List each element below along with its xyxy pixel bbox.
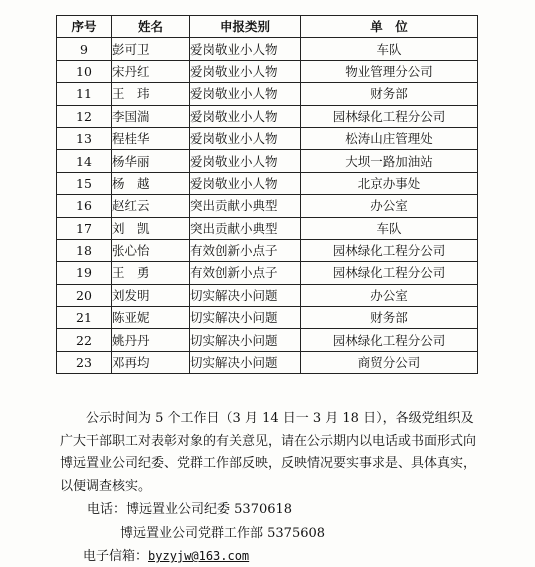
- award-nominee-table: [56, 15, 478, 374]
- cell-type: 爱岗敬业小人物: [190, 150, 301, 172]
- table-row: [57, 262, 478, 284]
- table-body: [57, 38, 478, 374]
- cell-type: 突出贡献小典型: [190, 217, 301, 239]
- cell-no: 10: [57, 60, 112, 82]
- cell-no: 18: [57, 239, 112, 261]
- table-row: [57, 38, 478, 60]
- cell-name: 陈亚妮: [112, 307, 190, 329]
- phone-line-2: [120, 524, 325, 544]
- cell-name: 杨华丽: [112, 150, 190, 172]
- cell-type: 切实解决小问题: [190, 307, 301, 329]
- cell-unit: 松涛山庄管理处: [301, 127, 478, 149]
- cell-unit: 办公室: [301, 284, 478, 306]
- header-no: 序号: [57, 16, 112, 38]
- cell-no: 19: [57, 262, 112, 284]
- cell-name: 程桂华: [112, 127, 190, 149]
- cell-no: 16: [57, 195, 112, 217]
- table-row: [57, 239, 478, 261]
- cell-unit: 园林绿化工程分公司: [301, 239, 478, 261]
- cell-type: 突出贡献小典型: [190, 195, 301, 217]
- cell-no: 12: [57, 105, 112, 127]
- cell-unit: 车队: [301, 217, 478, 239]
- cell-name: 张心怡: [112, 239, 190, 261]
- cell-name: 彭可卫: [112, 38, 190, 60]
- cell-no: 22: [57, 329, 112, 351]
- cell-type: 爱岗敬业小人物: [190, 105, 301, 127]
- email-line: [83, 546, 249, 567]
- cell-unit: 物业管理分公司: [301, 60, 478, 82]
- cell-no: 21: [57, 307, 112, 329]
- cell-name: 邓再均: [112, 351, 190, 373]
- email-label: 电子信箱：: [83, 549, 149, 564]
- header-type: 申报类别: [190, 16, 301, 38]
- table-row: [57, 105, 478, 127]
- phone-value-2: 博远置业公司党群工作部 5375608: [120, 526, 326, 541]
- cell-unit: 车队: [301, 38, 478, 60]
- table-row: [57, 195, 478, 217]
- cell-type: 有效创新小点子: [190, 239, 301, 261]
- table-row: [57, 307, 478, 329]
- table-row: [57, 127, 478, 149]
- cell-no: 15: [57, 172, 112, 194]
- cell-type: 爱岗敬业小人物: [190, 127, 301, 149]
- cell-unit: 园林绿化工程分公司: [301, 262, 478, 284]
- cell-no: 23: [57, 351, 112, 373]
- table-row: [57, 83, 478, 105]
- cell-name: 赵红云: [112, 195, 190, 217]
- cell-no: 9: [57, 38, 112, 60]
- table-row: [57, 351, 478, 373]
- cell-unit: 大坝一路加油站: [301, 150, 478, 172]
- table-row: [57, 150, 478, 172]
- cell-type: 爱岗敬业小人物: [190, 38, 301, 60]
- table-header-row: [57, 16, 478, 38]
- header-unit: 单 位: [301, 16, 478, 38]
- table-row: [57, 60, 478, 82]
- phone-label: 电话：: [87, 502, 127, 517]
- header-name: 姓名: [112, 16, 190, 38]
- phone-value-1: 博远置业公司纪委 5370618: [126, 502, 293, 517]
- cell-name: 杨 越: [112, 172, 190, 194]
- table-row: [57, 284, 478, 306]
- cell-name: 宋丹红: [112, 60, 190, 82]
- cell-type: 爱岗敬业小人物: [190, 83, 301, 105]
- cell-no: 14: [57, 150, 112, 172]
- table-row: [57, 172, 478, 194]
- cell-name: 刘 凯: [112, 217, 190, 239]
- cell-name: 王 玮: [112, 83, 190, 105]
- cell-unit: 财务部: [301, 307, 478, 329]
- cell-type: 切实解决小问题: [190, 351, 301, 373]
- cell-type: 切实解决小问题: [190, 284, 301, 306]
- phone-line-1: [87, 500, 292, 520]
- cell-unit: 财务部: [301, 83, 478, 105]
- email-link[interactable]: byzyjw@163.com: [148, 549, 250, 563]
- cell-unit: 商贸分公司: [301, 351, 478, 373]
- cell-unit: 北京办事处: [301, 172, 478, 194]
- cell-unit: 园林绿化工程分公司: [301, 329, 478, 351]
- cell-no: 17: [57, 217, 112, 239]
- cell-name: 王 勇: [112, 262, 190, 284]
- cell-type: 切实解决小问题: [190, 329, 301, 351]
- cell-name: 姚丹丹: [112, 329, 190, 351]
- cell-name: 李国湍: [112, 105, 190, 127]
- notice-paragraph: 公示时间为 5 个工作日（3 月 14 日一 3 月 18 日），各级党组织及广大干部职工对表彰对象的有关意见，请在公示期内以电话或书面形式向博远置业公司纪委、党群工作部反映，反映情况要实事求是、具体真实，以便调查核实。: [60, 411, 477, 494]
- cell-name: 刘发明: [112, 284, 190, 306]
- cell-no: 20: [57, 284, 112, 306]
- cell-no: 13: [57, 127, 112, 149]
- cell-no: 11: [57, 83, 112, 105]
- table-row: [57, 217, 478, 239]
- cell-type: 有效创新小点子: [190, 262, 301, 284]
- cell-unit: 园林绿化工程分公司: [301, 105, 478, 127]
- cell-type: 爱岗敬业小人物: [190, 60, 301, 82]
- cell-type: 爱岗敬业小人物: [190, 172, 301, 194]
- cell-unit: 办公室: [301, 195, 478, 217]
- table-row: [57, 329, 478, 351]
